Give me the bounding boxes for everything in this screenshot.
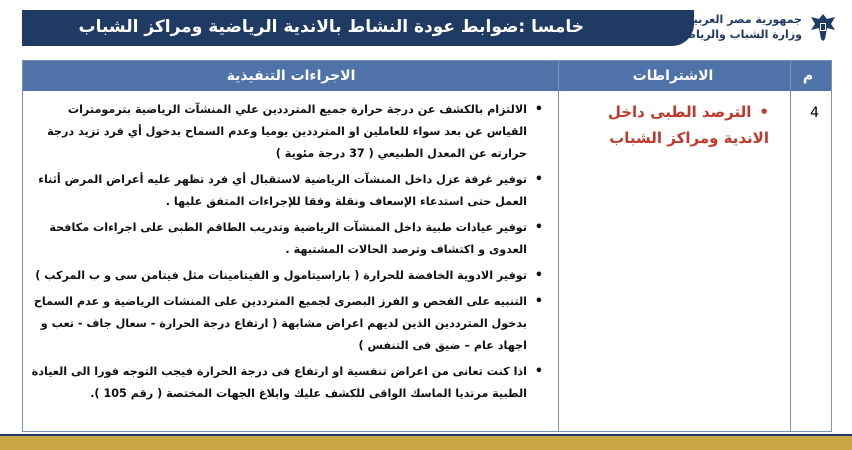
column-divider bbox=[790, 61, 791, 431]
ministry-line-2: وزارة الشباب والرياضة bbox=[678, 28, 802, 41]
title-banner bbox=[22, 10, 694, 46]
ministry-line-1: جمهورية مصر العربية bbox=[687, 13, 802, 26]
list-item: • توفير عيادات طبية داخل المنشآت الرياضية وتدريب الطاقم الطبى على اجراءات مكافحة العدوى و اكتشاف وترصد الحالات المشتبهة . bbox=[31, 217, 543, 261]
list-item: • اذا كنت تعانى من اعراض تنفسية او ارتفاع فى درجة الحرارة فيجب التوجه فورا الى العيادة الطبية مرتديا الماسك الواقى للكشف عليك وابلاغ الجهات المختصة ( رقم 105 ). bbox=[31, 361, 543, 405]
page-header bbox=[0, 0, 852, 52]
eagle-emblem-icon bbox=[808, 11, 838, 43]
bullet-icon: • bbox=[759, 103, 769, 121]
column-header-requirements: الاشتراطات bbox=[632, 68, 714, 84]
list-item: • الالتزام بالكشف عن درجة حرارة جميع المترددين علي المنشآت الرياضية بترمومترات القياس عن بعد سواء للعاملين او المترددين يوميا وعدم السماح بدخول أي فرد تزيد درجة حرارته عن المعدل الطبيعي ( 37 درجة مئوية ) bbox=[31, 99, 543, 165]
table-header bbox=[23, 61, 831, 91]
column-header-number: م bbox=[802, 68, 814, 84]
ministry-name bbox=[679, 12, 802, 42]
procedures-list bbox=[31, 99, 543, 409]
list-item: • التنبيه على الفحص و الفرز البصرى لجميع المترددين على المنشات الرياضية و عدم السماح بدخول المترددين الذين لديهم اعراض مشابهة ( ارتفاع درجة الحرارة - سعال جاف - تعب و اجهاد عام – ضيق فى التنفس ) bbox=[31, 291, 543, 357]
requirement-text: الترصد الطبى داخل الاندية ومراكز الشباب bbox=[607, 103, 769, 147]
footer-bar bbox=[0, 436, 852, 450]
requirement-cell bbox=[569, 99, 769, 151]
list-item: • توفير الادوية الخافضة للحرارة ( باراسيتامول و الفيتامينات مثل فيتامن سى و ب المركب ) bbox=[31, 265, 543, 287]
page-title: خامسا :ضوابط عودة النشاط بالاندية الرياضية ومراكز الشباب bbox=[78, 17, 584, 37]
column-divider bbox=[558, 61, 559, 431]
procedures-table bbox=[22, 60, 832, 432]
list-item: • توفير غرفة عزل داخل المنشآت الرياضية لاستقبال أي فرد تظهر عليه أعراض المرض أثناء العمل حتى استدعاء الإسعاف ونقلة وفقا للإجراءات المتفق عليها . bbox=[31, 169, 543, 213]
row-number: 4 bbox=[810, 105, 819, 121]
column-header-procedures: الاجراءات التنفيذية bbox=[226, 68, 356, 84]
